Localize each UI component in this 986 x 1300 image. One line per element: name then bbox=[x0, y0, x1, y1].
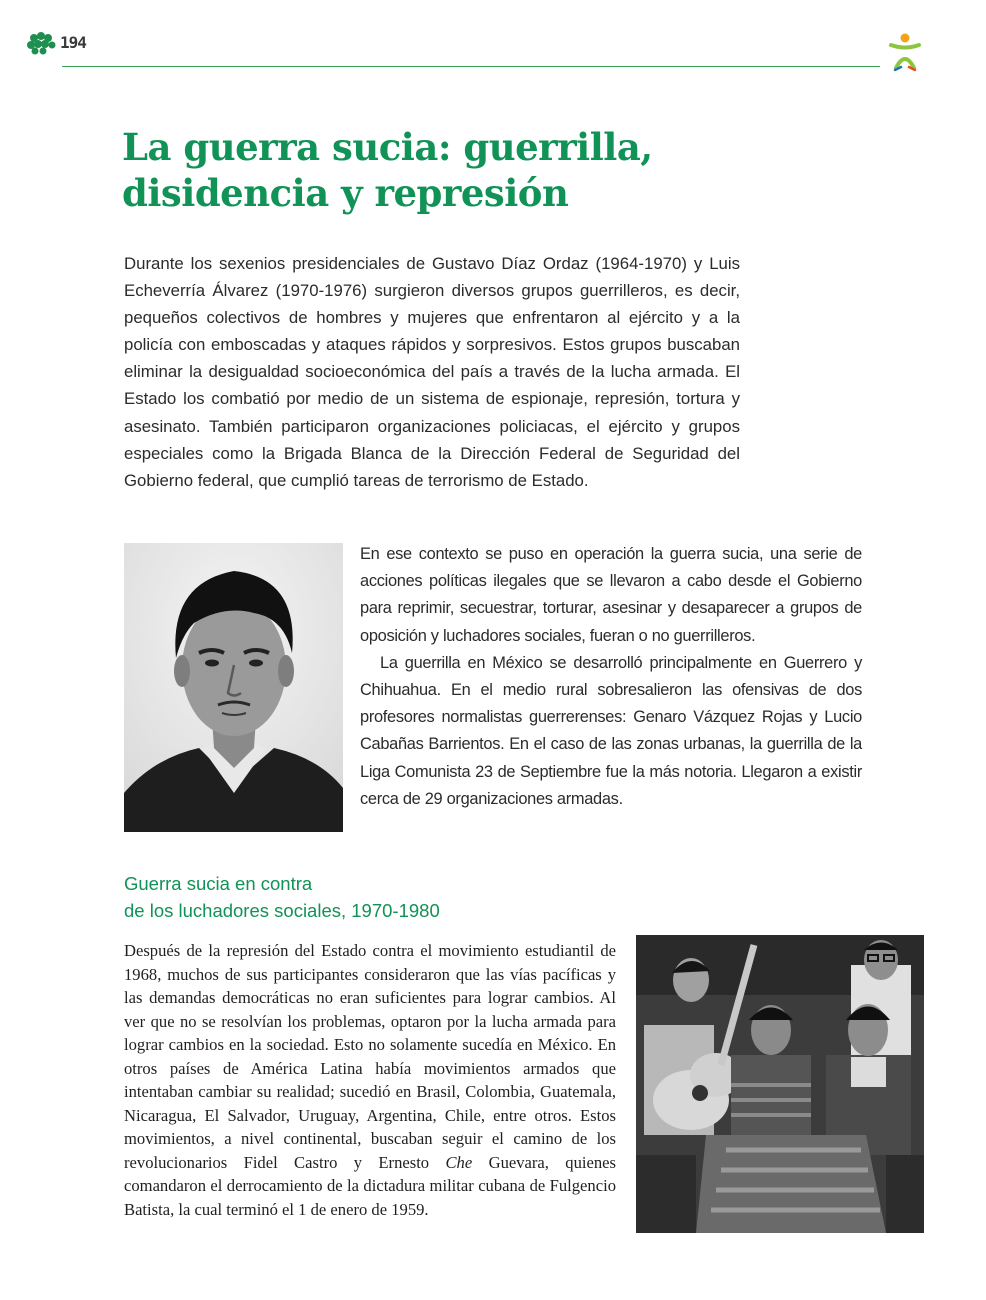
page-number: 194 bbox=[60, 33, 86, 52]
page-title-line-1: La guerra sucia: guerrilla, bbox=[122, 125, 653, 169]
column-paragraph-2: La guerrilla en México se desarrolló principalmente en Guerrero y Chihuahua. En el medio rural sobresalieron las ofensivas de dos profesores normalistas guerrerenses: Genaro Vázquez Rojas y Lucio Cabañas Barrientos. En el caso de las zonas urbanas, la guerrilla de la Liga Comunista 23 de Septiembre fue la más notoria. Llegaron a existir cerca de 29 organizaciones armadas. bbox=[360, 653, 862, 808]
section-text-part-1: Después de la represión del Estado contra el movimiento estudiantil de 1968, muchos de sus participantes consideraron que las vías pacíficas y las demandas democráticas no eran suficientes para lograr cambios. Al ver que no se resolvían los problemas, optaron por la lucha armada para lograr cambios en la sociedad. Esto no solamente sucedía en México. En otros países de América Latina había movimientos armados que intentaban cambiar su realidad; sucedió en Brasil, Colombia, Guatemala, Nicaragua, El Salvador, Uruguay, Argentina, Chile, entre otros. Estos movimientos, a nivel continental, buscaban seguir el camino de los revolucionarios Fidel Castro y Ernesto bbox=[124, 941, 616, 1172]
section-subheading bbox=[124, 870, 574, 924]
grape-cluster-icon bbox=[26, 30, 56, 56]
person-figure-logo bbox=[886, 32, 924, 72]
header-rule bbox=[62, 66, 880, 67]
right-column-text bbox=[360, 541, 862, 813]
subheading-line-1: Guerra sucia en contra bbox=[124, 873, 313, 894]
section-text-part-2: Guevara, quienes comandaron el derrocamiento de la dictadura militar cubana de Fulgencio Batista, la cual terminó el 1 de enero de 1959. bbox=[124, 1152, 616, 1219]
page-title-line-2: disidencia y represión bbox=[122, 171, 569, 215]
portrait-photo bbox=[124, 543, 343, 832]
subheading-line-2: de los luchadores sociales, 1970-1980 bbox=[124, 900, 440, 921]
group-photo bbox=[636, 935, 924, 1233]
intro-paragraph: Durante los sexenios presidenciales de Gustavo Díaz Ordaz (1964-1970) y Luis Echeverría Álvarez (1970-1976) surgieron diversos grupos guerrilleros, es decir, pequeños colectivos de hombres y mujeres que enfrentaron al ejército y a la policía con emboscadas y ataques rápidos y sorpresivos. Estos grupos buscaban eliminar la desigualdad socioeconómica del país a través de la lucha armada. El Estado los combatió por medio de un sistema de espionaje, represión, tortura y asesinato. También participaron organizaciones policiacas, el ejército y grupos especiales como la Brigada Blanca de la Dirección Federal de Seguridad del Gobierno federal, que cumplió tareas de terrorismo de Estado. bbox=[124, 254, 740, 490]
column-paragraph-1: En ese contexto se puso en operación la guerra sucia, una serie de acciones políticas ilegales que se llevaron a cabo desde el Gobierno para reprimir, secuestrar, torturar, asesinar y desaparecer a grupos de oposición y luchadores sociales, fueran o no guerrilleros. bbox=[360, 545, 862, 645]
page-title bbox=[122, 124, 822, 216]
section-text-italic: Che bbox=[445, 1152, 473, 1172]
section-body-text bbox=[124, 939, 616, 1221]
